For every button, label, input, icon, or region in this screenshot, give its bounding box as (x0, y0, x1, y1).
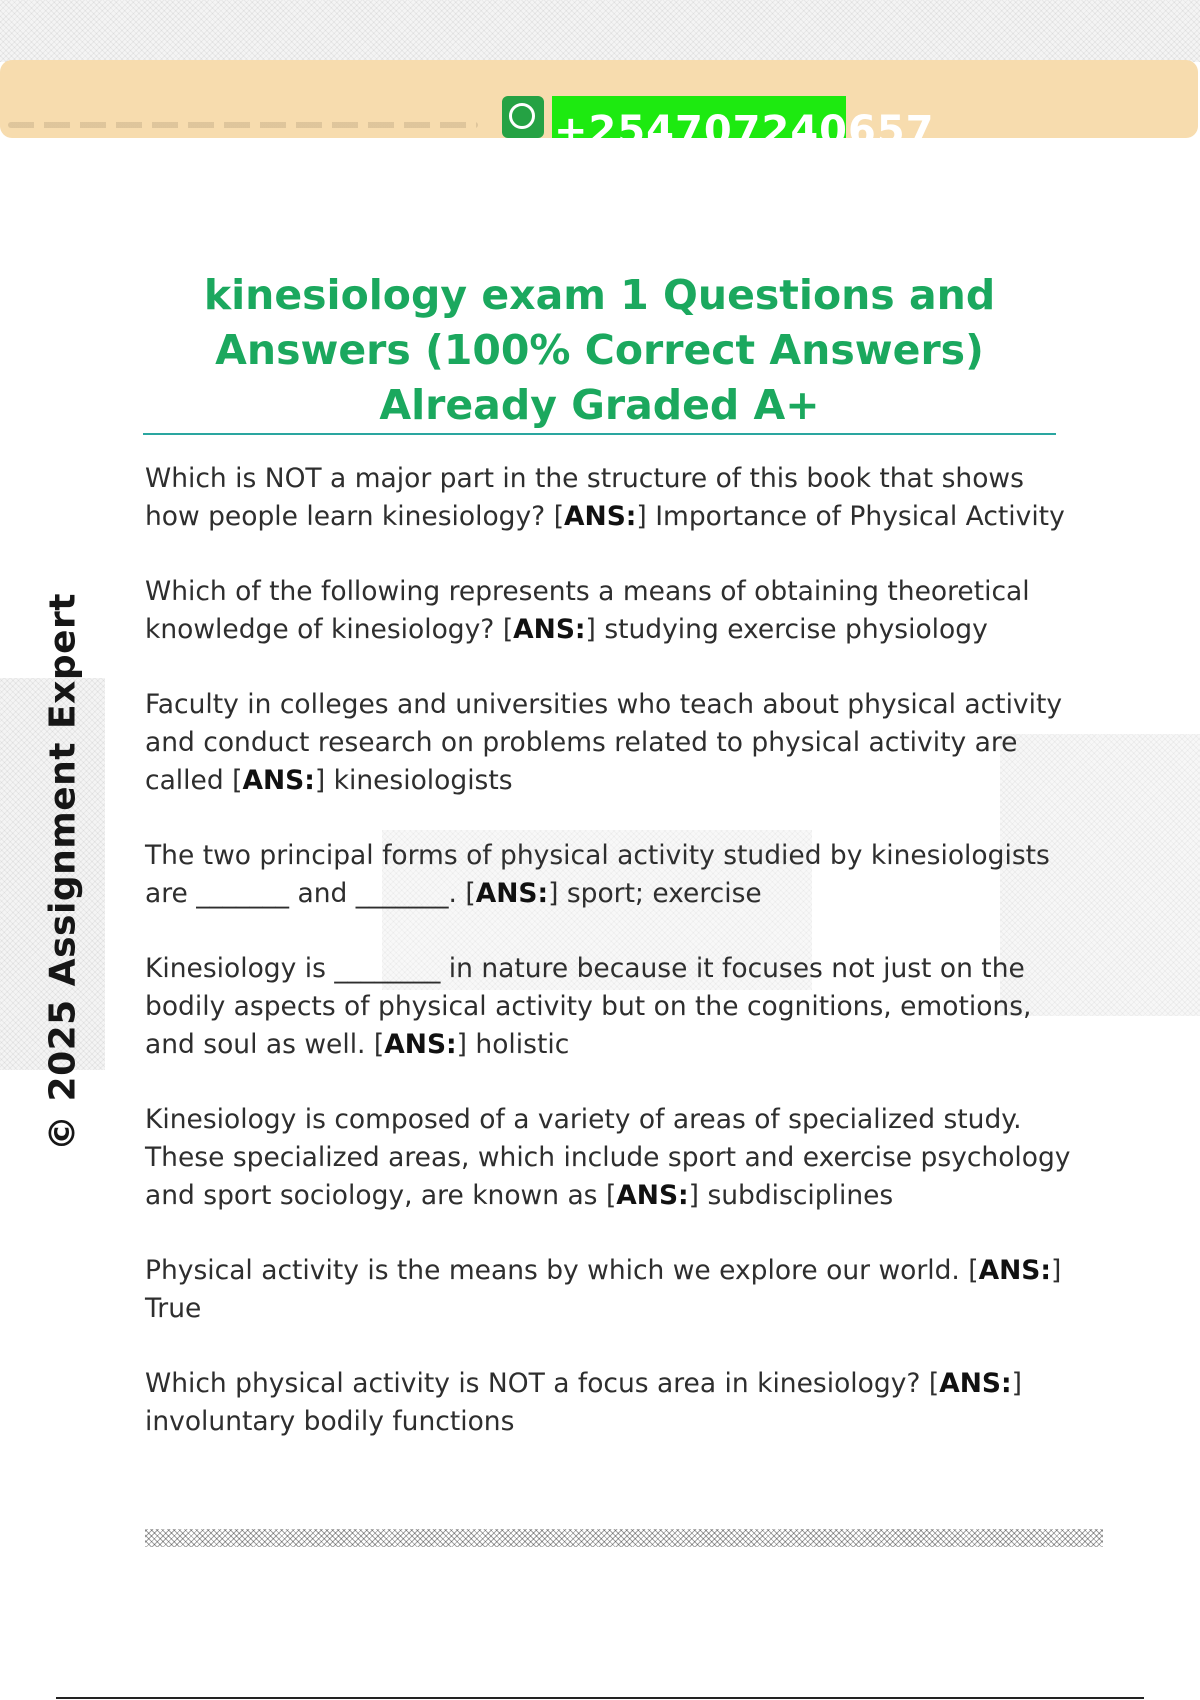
qa-item (145, 950, 1075, 1064)
answer-tag: [ANS:] (232, 765, 326, 796)
question-text: Which physical activity is NOT a focus area in kinesiology? (145, 1368, 921, 1399)
answer-text: studying exercise physiology (604, 614, 988, 645)
question-text: Physical activity is the means by which we explore our world. (145, 1255, 960, 1286)
question-text: Which of the following represents a means of obtaining theoretical knowledge of kinesiology? (145, 576, 1030, 645)
answer-tag: [ANS:] (502, 614, 596, 645)
qa-item (145, 686, 1075, 800)
question-text: Faculty in colleges and universities who teach about physical activity and conduct research on problems related to physical activity are called (145, 689, 1063, 796)
question-text: Kinesiology is ________ in nature because it focuses not just on the bodily aspects of physical activity but on the cognitions, emotions, and soul as well. (145, 953, 1032, 1060)
question-text: Kinesiology is composed of a variety of areas of specialized study. These specialized areas, which include sport and exercise psychology and sport sociology, are known as (145, 1104, 1071, 1211)
qa-item (145, 1365, 1075, 1441)
title-divider (143, 433, 1056, 435)
answer-text: kinesiologists (333, 765, 513, 796)
footer-divider (56, 1697, 1144, 1699)
answer-tag: [ANS:] (928, 1368, 1022, 1399)
answer-tag: [ANS:] (553, 501, 647, 532)
answer-text: Importance of Physical Activity (655, 501, 1065, 532)
question-text: The two principal forms of physical activity studied by kinesiologists are _______ and _______. (145, 840, 1050, 909)
answer-text: True (145, 1293, 202, 1324)
whatsapp-icon[interactable] (502, 96, 544, 138)
qa-item (145, 1101, 1075, 1215)
answer-tag: [ANS:] (968, 1255, 1062, 1286)
bottom-pattern (145, 1529, 1103, 1547)
qa-item (145, 837, 1075, 913)
answer-tag: [ANS:] (605, 1180, 699, 1211)
answer-text: involuntary bodily functions (145, 1406, 515, 1437)
answer-tag: [ANS:] (373, 1029, 467, 1060)
qa-item (145, 1252, 1075, 1328)
phone-number[interactable]: +254707240657 (552, 96, 846, 138)
qa-item (145, 573, 1075, 649)
qa-item (145, 460, 1075, 536)
contact-banner (0, 60, 1198, 154)
answer-text: sport; exercise (566, 878, 762, 909)
header-pattern (0, 0, 1200, 62)
qa-list (145, 460, 1075, 1478)
copyright-watermark: © 2025 Assignment Expert (42, 593, 84, 1151)
document-title: kinesiology exam 1 Questions and Answers (100% Correct Answers) Already Graded A+ (203, 271, 996, 429)
banner-faint-text (8, 122, 478, 128)
answer-tag: [ANS:] (465, 878, 559, 909)
answer-text: subdisciplines (707, 1180, 894, 1211)
answer-text: holistic (475, 1029, 570, 1060)
question-text: Which is NOT a major part in the structure of this book that shows how people learn kinesiology? (145, 463, 1024, 532)
